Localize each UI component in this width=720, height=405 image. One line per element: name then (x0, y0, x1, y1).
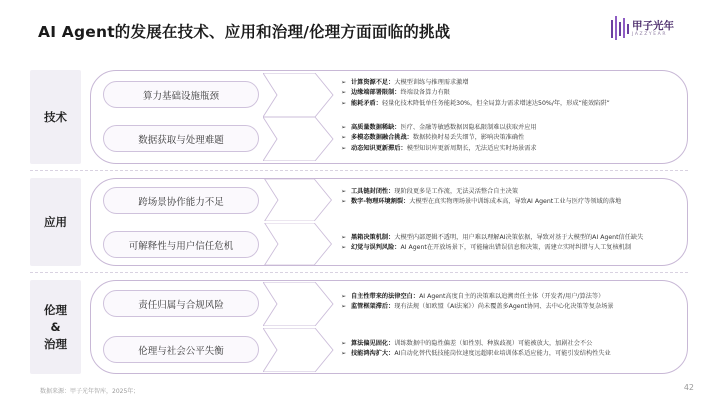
category-label-box (30, 280, 81, 374)
arrow-icon (263, 73, 335, 117)
bullet-item: ➢ 技能鸿沟扩大：AI自动化替代低技能岗位速度远超职业培训体系适应能力，可能引发结构性失业 (341, 350, 611, 358)
bullet-item: ➢ 监管框架滞后：现有法规（如欧盟《AI法案》）尚未覆盖多Agent协同、去中心化决策等复杂场景 (341, 303, 614, 311)
arrow-icon (263, 117, 335, 161)
challenge-pill: 伦理与社会公平失衡 (103, 336, 259, 363)
category-label: 应用 (44, 214, 67, 229)
challenge-group (90, 280, 688, 374)
bullet-item: ➢ 自主性带来的法律空白：AI Agent高度自主的决策难以追溯责任主体（开发者/用户/算法等） (341, 293, 605, 300)
bullet-item: ➢ 动态知识更新滞后：模型知识库更新周期长，无法适应实时场景需求 (341, 144, 537, 152)
challenge-pill: 责任归属与合规风险 (103, 290, 259, 317)
section-divider (30, 272, 688, 273)
bullet-item: ➢ 计算资源不足：大模型训练与推理需求激增 (341, 79, 469, 86)
section-technology (30, 70, 688, 164)
arrow-icon (263, 223, 335, 265)
bullet-item: ➢ 算法偏见固化：训练数据中的隐性偏差（如性别、种族歧视）可能被放大，加剧社会不公 (341, 340, 593, 347)
bullet-item: ➢ 数字-物理环境割裂：大模型在真实物理场景中训练成本高，导致AI Agent工业与医疗等领域的落地 (341, 198, 622, 206)
challenge-pill: 跨场景协作能力不足 (103, 187, 259, 214)
bullet-item: ➢ 工具链封闭性：现阶段更多是工作流，无法灵活整合自主决策 (341, 188, 519, 195)
category-label: 技术 (44, 109, 67, 124)
page-title: AI Agent的发展在技术、应用和治理/伦理方面面临的挑战 (38, 23, 451, 41)
challenge-group (90, 178, 688, 266)
bullet-item: ➢ 多模态数据融合挑战：数据转换时易丢失细节，影响决策准确性 (341, 134, 525, 142)
bullet-item: ➢ 幻觉与误判风险：AI Agent在开放场景下，可能输出错误信息和决策，需建立实时纠错与人工复核机制 (341, 244, 632, 252)
data-source-note: 数据来源：甲子光年智库，2025年； (40, 388, 140, 395)
bullet-item: ➢ 黑箱决策机制：大模型内部逻辑不透明，用户难以理解AI决策依据，导致对基于大模型的AI Agent信任缺失 (341, 234, 644, 241)
section-ethics-governance (30, 280, 688, 374)
logo-text: 甲子光年 (632, 20, 674, 32)
bullet-item: ➢ 能耗矛盾：轻量化技术降低单任务能耗30%，但全局算力需求增速达50%/年，形成“能效陷阱” (341, 99, 610, 107)
section-divider (30, 170, 688, 171)
challenge-pill: 算力基础设施瓶颈 (103, 81, 259, 108)
arrow-icon (263, 328, 335, 372)
category-label: 伦理 & 治理 (44, 302, 67, 351)
arrow-icon (263, 282, 335, 326)
bullet-item: ➢ 边缘端部署限制：终端设备算力有限 (341, 89, 450, 97)
logo-subtext: JAZZYEAR (632, 32, 668, 37)
logo-mark-icon (610, 16, 630, 40)
challenge-pill: 数据获取与处理难题 (103, 125, 259, 152)
bullet-item: ➢ 高质量数据稀缺：医疗、金融等敏感数据因隐私限制难以获取并应用 (341, 124, 537, 131)
section-application (30, 178, 688, 266)
arrow-icon (263, 179, 335, 221)
challenge-pill: 可解释性与用户信任危机 (103, 231, 259, 258)
category-label-box (30, 178, 81, 266)
page-number: 42 (683, 383, 694, 392)
challenge-group (90, 70, 688, 164)
category-label-box (30, 70, 81, 164)
brand-logo (610, 14, 698, 44)
